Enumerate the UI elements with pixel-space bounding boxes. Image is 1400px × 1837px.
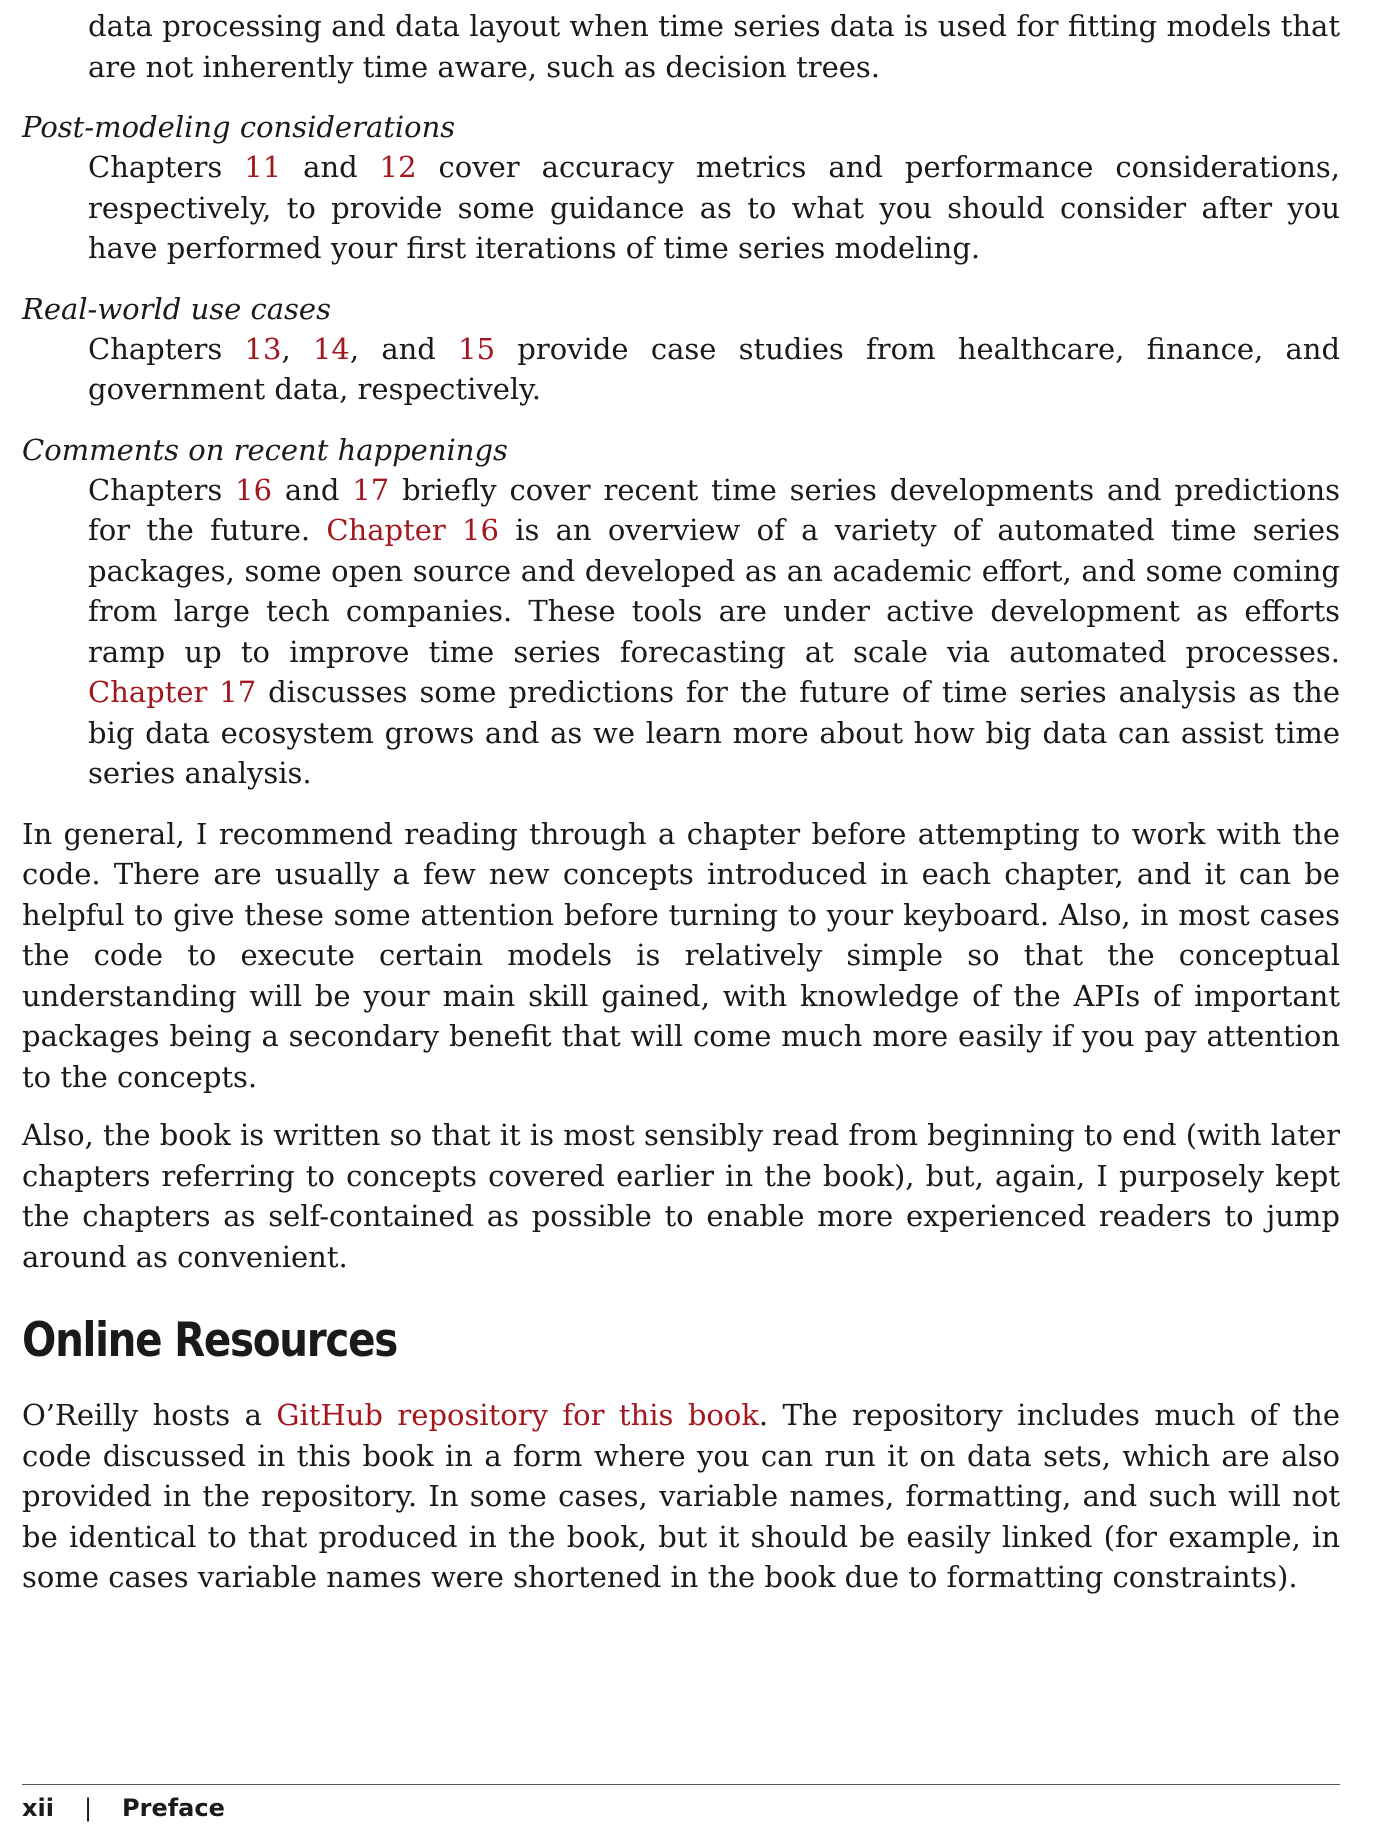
text: Chapters xyxy=(88,331,245,366)
chapter-16-full-link[interactable]: Chapter 16 xyxy=(326,513,499,547)
intro-continuation: data processing and data layout when time series data is used for fitting models that are not inherently time aware, such as decision trees. xyxy=(88,9,1340,84)
definition-recent xyxy=(88,470,1340,794)
chapter-14-link[interactable]: 14 xyxy=(312,331,350,366)
text: . The repository includes much of the code discussed in this book in a form where you can run it on data sets, which are also provided in the repository. In some cases, variable names, formatting, and such will not be identical to that produced in the book, but it should be easily linked (for example, in some cases variable names were shortened in the book due to formatting constraints). xyxy=(22,1398,1340,1594)
term-recent: Comments on recent happenings xyxy=(22,432,508,467)
text: briefly cover recent time series developments and predictions for the future. xyxy=(88,472,1341,547)
text: and xyxy=(281,150,380,184)
text: is an overview of a variety of automated time series packages, some open source and developed as an academic effort, and some coming from large tech companies. These tools are under active development as efforts ramp up to improve time series forecasting at scale via automated processes. xyxy=(88,513,1340,669)
chapter-12-link[interactable]: 12 xyxy=(379,150,417,184)
paragraph-general: In general, I recommend reading through a chapter before attempting to work with the code. There are usually a few new concepts introduced in each chapter, and it can be helpful to give these some attention before turning to your keyboard. Also, in most cases the code to execute certain models is relatively simple so that the conceptual understanding will be your main skill gained, with knowledge of the APIs of important packages being a secondary benefit that will come much more easily if you pay attention to the concepts. xyxy=(22,816,1340,1094)
text: , xyxy=(281,331,313,366)
github-repository-link[interactable]: GitHub repository for this book xyxy=(276,1398,759,1432)
chapter-16-link[interactable]: 16 xyxy=(235,472,273,507)
text: discusses some predictions for the future of time series analysis as the big data ecosystem grows and as we learn more about how big data can assist time series analysis. xyxy=(88,675,1340,790)
paragraph-also: Also, the book is written so that it is most sensibly read from beginning to end (with later chapters referring to concepts covered earlier in the book), but, again, I purposely kept the chapters as self-contained as possible to enable more experienced readers to jump around as convenient. xyxy=(22,1118,1340,1274)
text: , and xyxy=(349,331,459,366)
chapter-15-link[interactable]: 15 xyxy=(458,331,496,366)
page-footer xyxy=(22,1784,1340,1823)
text: O’Reilly hosts a xyxy=(22,1398,277,1432)
term-real-world: Real-world use cases xyxy=(22,291,331,326)
section-recent xyxy=(22,430,1340,794)
page-number: xii xyxy=(22,1794,54,1822)
footer-separator: | xyxy=(83,1794,93,1822)
section-real-world xyxy=(22,289,1340,410)
section-post-modeling xyxy=(22,107,1340,269)
page-content xyxy=(22,6,1340,1598)
chapter-17-link[interactable]: 17 xyxy=(352,472,390,507)
text: and xyxy=(272,472,353,507)
text: Chapters xyxy=(88,150,245,184)
footer-section-title: Preface xyxy=(122,1794,225,1822)
text: cover accuracy metrics and performance considerations, respectively, to provide some guidance as to what you should consider after you have performed your first iterations of time series modeling. xyxy=(88,150,1340,265)
heading-online-resources: Online Resources xyxy=(22,1313,397,1368)
definition-post-modeling xyxy=(88,147,1340,269)
chapter-17-full-link[interactable]: Chapter 17 xyxy=(88,675,257,709)
chapter-13-link[interactable]: 13 xyxy=(244,331,282,366)
chapter-11-link[interactable]: 11 xyxy=(244,150,282,184)
text: provide case studies from healthcare, finance, and government data, respectively. xyxy=(88,331,1341,406)
term-post-modeling: Post-modeling considerations xyxy=(22,110,456,144)
definition-real-world xyxy=(88,329,1340,410)
paragraph-online-resources xyxy=(22,1395,1340,1598)
text: Chapters xyxy=(88,472,236,507)
